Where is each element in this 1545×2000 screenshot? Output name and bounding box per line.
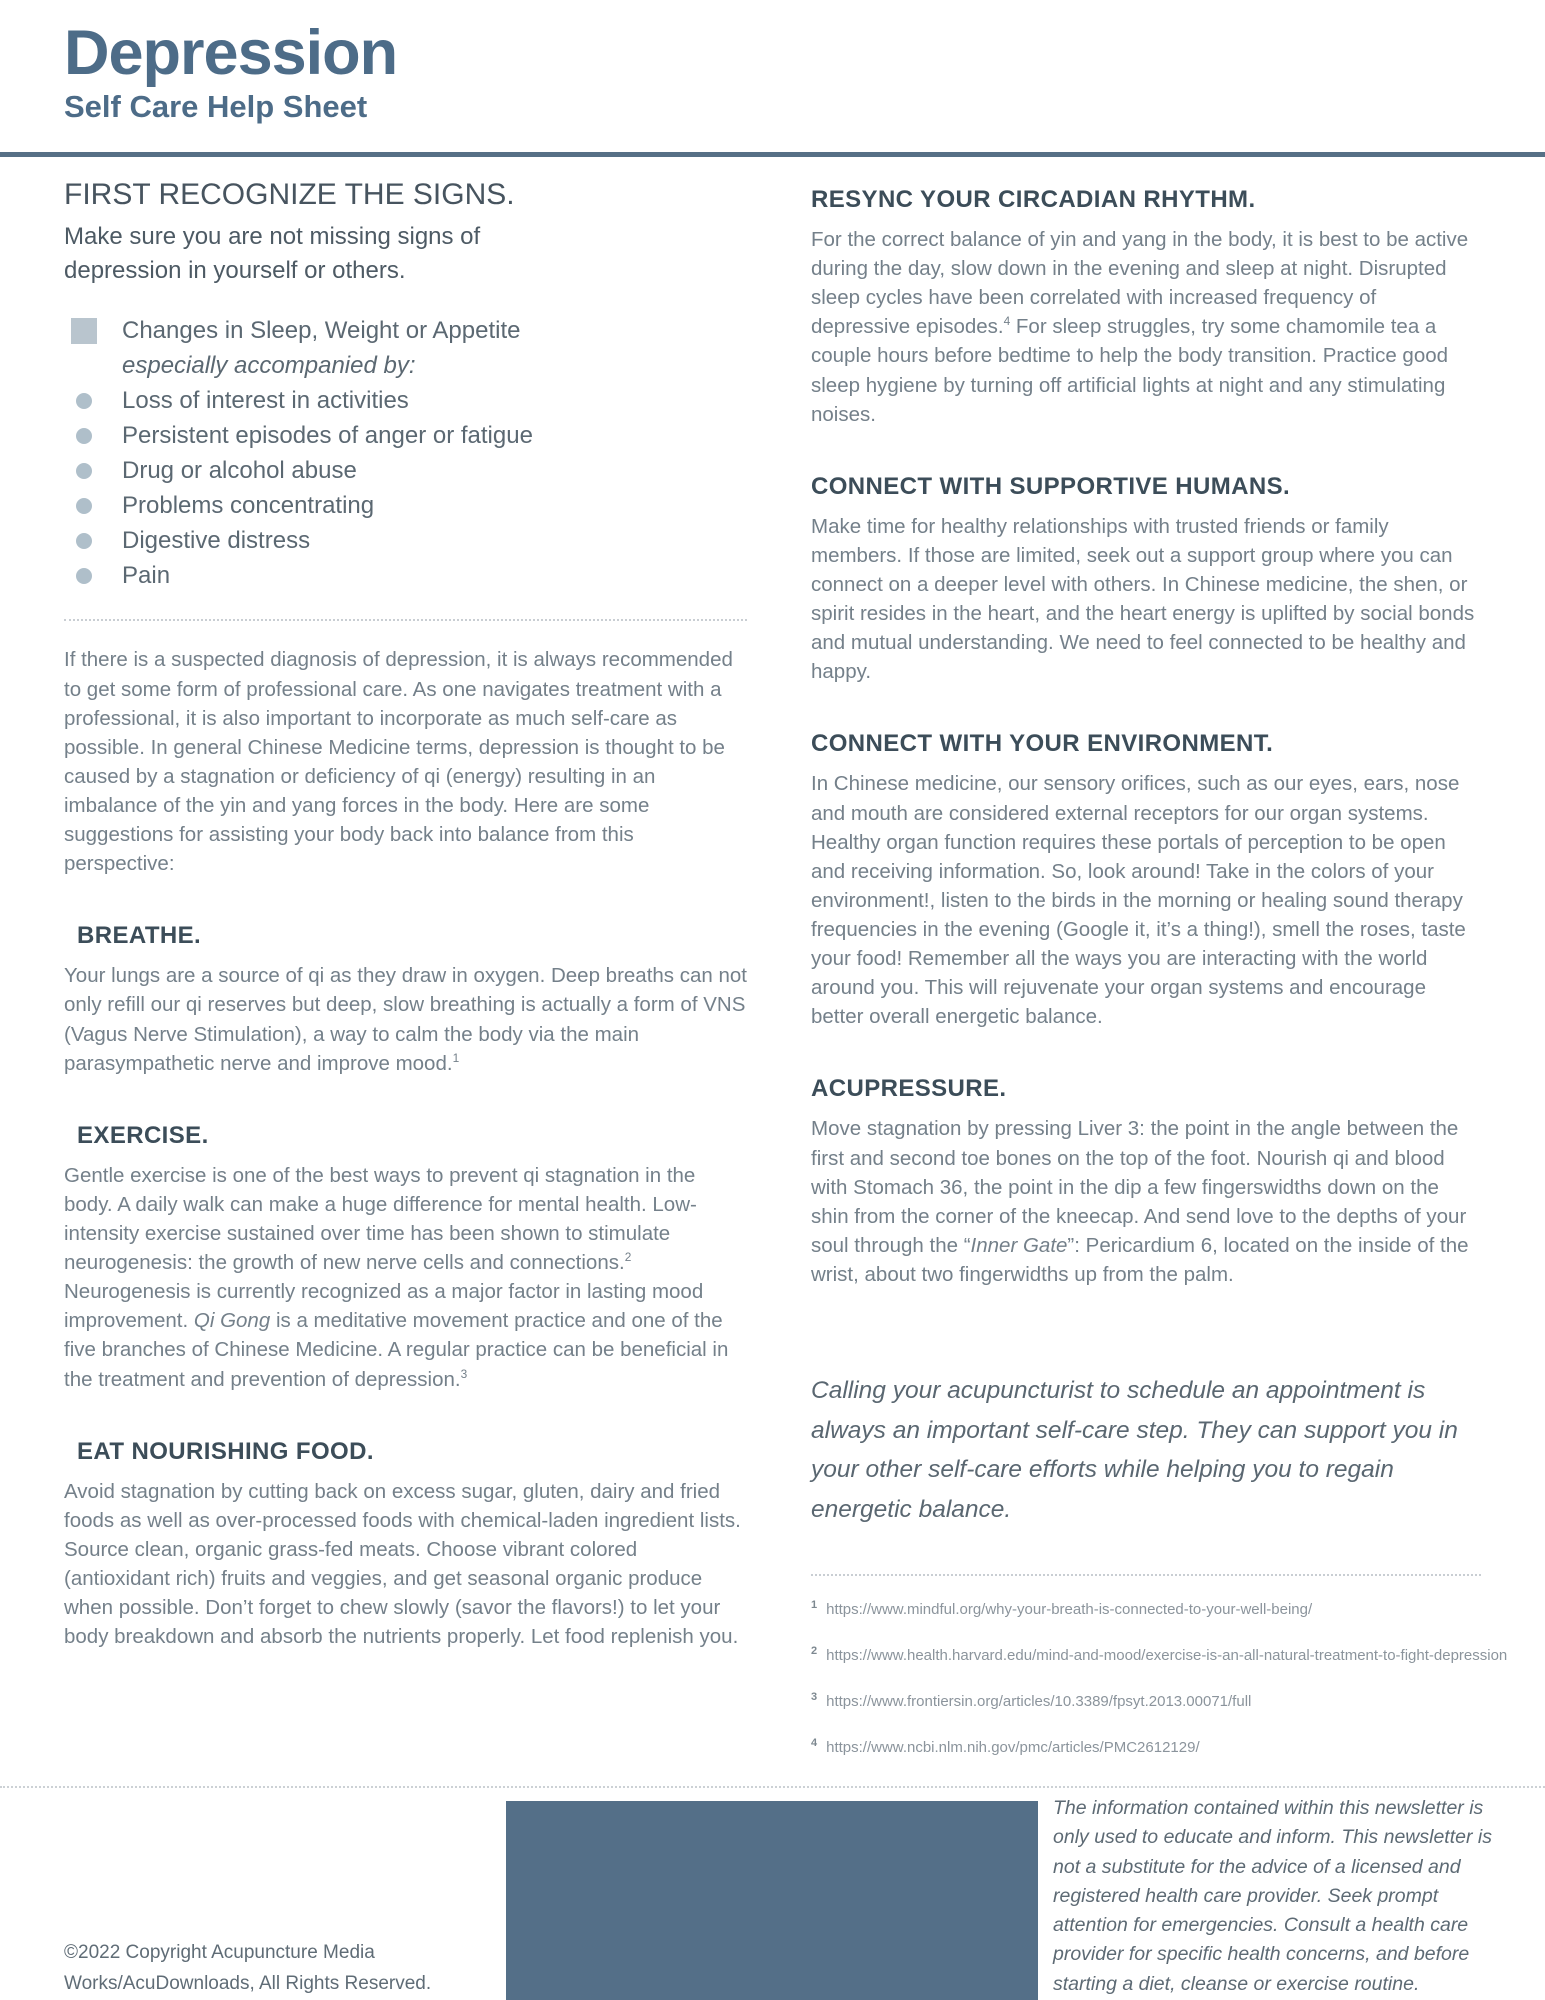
- square-bullet-icon: [64, 313, 122, 383]
- sign-item: [64, 523, 747, 558]
- sign-item-label: Digestive distress: [122, 527, 311, 555]
- sign-item: [64, 453, 747, 488]
- left-sections: [64, 922, 747, 1651]
- header-rule: [0, 152, 1545, 157]
- right-column: [811, 170, 1508, 1784]
- section-paragraph: In Chinese medicine, our sensory orifices, such as our eyes, ears, nose and mouth are considered external receptors for our organ systems. Healthy organ function requires these portals of perception to be open and receiving information. So, look around! Take in the colors of your environment!, listen to the birds in the morning or healing sound therapy frequencies in the evening (Google it, it’s a thing!), smell the roses, taste your food! Remember all the ways you are interacting with the world around you. This will rejuvenate your organ systems and encourage better overall energetic balance.: [811, 772, 1466, 1029]
- signs-subheading: Make sure you are not missing signs of depression in yourself or others.: [64, 223, 481, 284]
- footnote-marker: 3: [811, 1690, 818, 1703]
- sign-item-note: especially accompanied by:: [122, 352, 416, 380]
- footnote-url: https://www.mindful.org/why-your-breath-is-connected-to-your-well-being/: [826, 1600, 1313, 1618]
- footnote-row: [811, 1644, 1508, 1664]
- circle-bullet-icon: [64, 383, 122, 418]
- signs-list: [64, 313, 747, 593]
- decorative-blue-box: [506, 1801, 1038, 2000]
- footnote-url: https://www.frontiersin.org/articles/10.3389/fpsyt.2013.00071/full: [826, 1692, 1252, 1710]
- bottom-divider: [0, 1786, 1545, 1788]
- section-paragraph: Your lungs are a source of qi as they draw in oxygen. Deep breaths can not only refill our qi reserves but deep, slow breathing is actually a form of VNS (Vagus Nerve Stimulation), a way to calm the body via the main parasympathetic nerve and improve mood.$^1$: [64, 964, 747, 1075]
- acupuncturist-callout: Calling your acupuncturist to schedule an appointment is always an important self-care step. They can support you in your other self-care efforts while helping you to regain energetic balance.: [811, 1377, 1458, 1524]
- footnote-row: [811, 1600, 1481, 1617]
- signs-heading: FIRST RECOGNIZE THE SIGNS.: [64, 178, 515, 211]
- circle-bullet-icon: [64, 558, 122, 593]
- footnote-url: https://www.ncbi.nlm.nih.gov/pmc/articles/PMC2612129/: [826, 1738, 1200, 1756]
- right-sections: [811, 186, 1481, 1289]
- footnote-row: [811, 1738, 1481, 1755]
- footnote-row: [811, 1692, 1481, 1709]
- page-subtitle: Self Care Help Sheet: [64, 89, 368, 125]
- sign-item-label: Pain: [122, 562, 171, 590]
- circle-bullet-icon: [64, 523, 122, 558]
- dotted-divider: [64, 619, 747, 621]
- footnote-marker: 2: [811, 1644, 818, 1657]
- circle-bullet-icon: [64, 453, 122, 488]
- section-paragraph: Avoid stagnation by cutting back on excess sugar, gluten, dairy and fried foods as well as over-processed foods with chemical-laden ingredient lists. Source clean, organic grass-fed meats. Choose vibrant colored (antioxidant rich) fruits and veggies, and get seasonal organic produce when possible. Don’t forget to chew slowly (savor the flavors!) to let your body breakdown and absorb the nutrients properly. Let food replenish you.: [64, 1479, 741, 1649]
- footnote-url: https://www.health.harvard.edu/mind-and-mood/exercise-is-an-all-natural-treatment-to-fight-depression: [826, 1646, 1508, 1664]
- section-paragraph: For the correct balance of yin and yang in the body, it is best to be active during the day, slow down in the evening and sleep at night. Disrupted sleep cycles have been correlated with increased frequency of depressive episodes.$^4$ For sleep struggles, try some chamomile tea a couple hours before bedtime to help the body transition. Practice good sleep hygiene by turning off artificial lights at night and any stimulating noises.: [811, 228, 1469, 426]
- section-paragraph: Move stagnation by pressing Liver 3: the point in the angle between the first and second toe bones on the top of the foot. Nourish qi and blood with Stomach 36, the point in the dip a few fingerswidths down on the shin from the corner of the kneecap. And send love to the depths of your soul through the “Inner Gate”: Pericardium 6, located on the inside of the wrist, about two fingerwidths up from the palm.: [811, 1117, 1469, 1286]
- section-heading: EXERCISE.: [77, 1121, 209, 1149]
- sign-item-primary: [64, 313, 747, 383]
- section-heading: EAT NOURISHING FOOD.: [77, 1437, 374, 1465]
- signs-items: [64, 383, 747, 593]
- section-exercise: [64, 1122, 747, 1394]
- copyright-text: ©2022 Copyright Acupuncture Media Works/AcuDownloads, All Rights Reserved.: [64, 1942, 432, 1994]
- sign-item-label: Persistent episodes of anger or fatigue: [122, 422, 533, 450]
- section-paragraph: Make time for healthy relationships with trusted friends or family members. If those are limited, seek out a support group where you can connect on a deeper level with others. In Chinese medicine, the shen, or spirit resides in the heart, and the heart energy is uplifted by social bonds and mutual understanding. We need to feel connected to be healthy and happy.: [811, 514, 1475, 684]
- sign-item-primary-text: [122, 313, 520, 383]
- section-heading: CONNECT WITH YOUR ENVIRONMENT.: [811, 730, 1274, 758]
- footnotes-list: [811, 1598, 1508, 1756]
- sign-item: [64, 558, 747, 593]
- section-connect-with-supportive-humans: [811, 473, 1481, 687]
- sign-item-label: Problems concentrating: [122, 492, 375, 520]
- page-header: [64, 20, 397, 125]
- intro-paragraph: If there is a suspected diagnosis of depression, it is always recommended to get some form of professional care. As one navigates treatment with a professional, it is also important to incorporate as much self-care as possible. In general Chinese Medicine terms, depression is thought to be caused by a stagnation or deficiency of qi (energy) resulting in an imbalance of the yin and yang forces in the body. Here are some suggestions for assisting your body back into balance from this perspective:: [64, 648, 733, 876]
- section-heading: BREATHE.: [77, 922, 202, 950]
- left-column: [64, 170, 747, 1784]
- section-connect-with-your-environment: [811, 730, 1481, 1031]
- section-acupressure: [811, 1075, 1481, 1289]
- disclaimer-text: The information contained within this newsletter is only used to educate and inform. This newsletter is not a substitute for the advice of a licensed and registered health care provider. Seek prompt attention for emergencies. Consult a health care provider for specific health concerns, and before starting a diet, cleanse or exercise routine.: [1053, 1797, 1492, 1995]
- sign-item: [64, 418, 747, 453]
- section-heading: RESYNC YOUR CIRCADIAN RHYTHM.: [811, 186, 1256, 213]
- section-breathe: [64, 922, 747, 1077]
- sign-item-label: Loss of interest in activities: [122, 387, 409, 415]
- section-heading: CONNECT WITH SUPPORTIVE HUMANS.: [811, 472, 1291, 500]
- circle-bullet-icon: [64, 418, 122, 453]
- section-eat-nourishing-food: [64, 1438, 747, 1652]
- section-resync-your-circadian-rhythm: [811, 186, 1481, 429]
- footnotes-divider: [811, 1574, 1481, 1576]
- circle-bullet-icon: [64, 488, 122, 523]
- sign-item-label: Changes in Sleep, Weight or Appetite: [122, 317, 521, 345]
- footnote-marker: 4: [811, 1736, 818, 1749]
- footnote-marker: 1: [811, 1598, 818, 1611]
- section-heading: ACUPRESSURE.: [811, 1075, 1007, 1103]
- content-columns: [64, 170, 1508, 1784]
- sign-item: [64, 488, 747, 523]
- sign-item: [64, 383, 747, 418]
- page-title: Depression: [64, 18, 398, 88]
- sign-item-label: Drug or alcohol abuse: [122, 457, 357, 485]
- section-paragraph: Gentle exercise is one of the best ways to prevent qi stagnation in the body. A daily walk can make a huge difference for mental health. Low-intensity exercise sustained over time has been shown to stimulate neurogenesis: the growth of new nerve cells and connections.$^2$ Neurogenesis is currently recognized as a major factor in lasting mood improvement. Qi Gong is a meditative movement practice and one of the five branches of Chinese Medicine. A regular practice can be beneficial in the treatment and prevention of depression.$^3$: [64, 1163, 729, 1391]
